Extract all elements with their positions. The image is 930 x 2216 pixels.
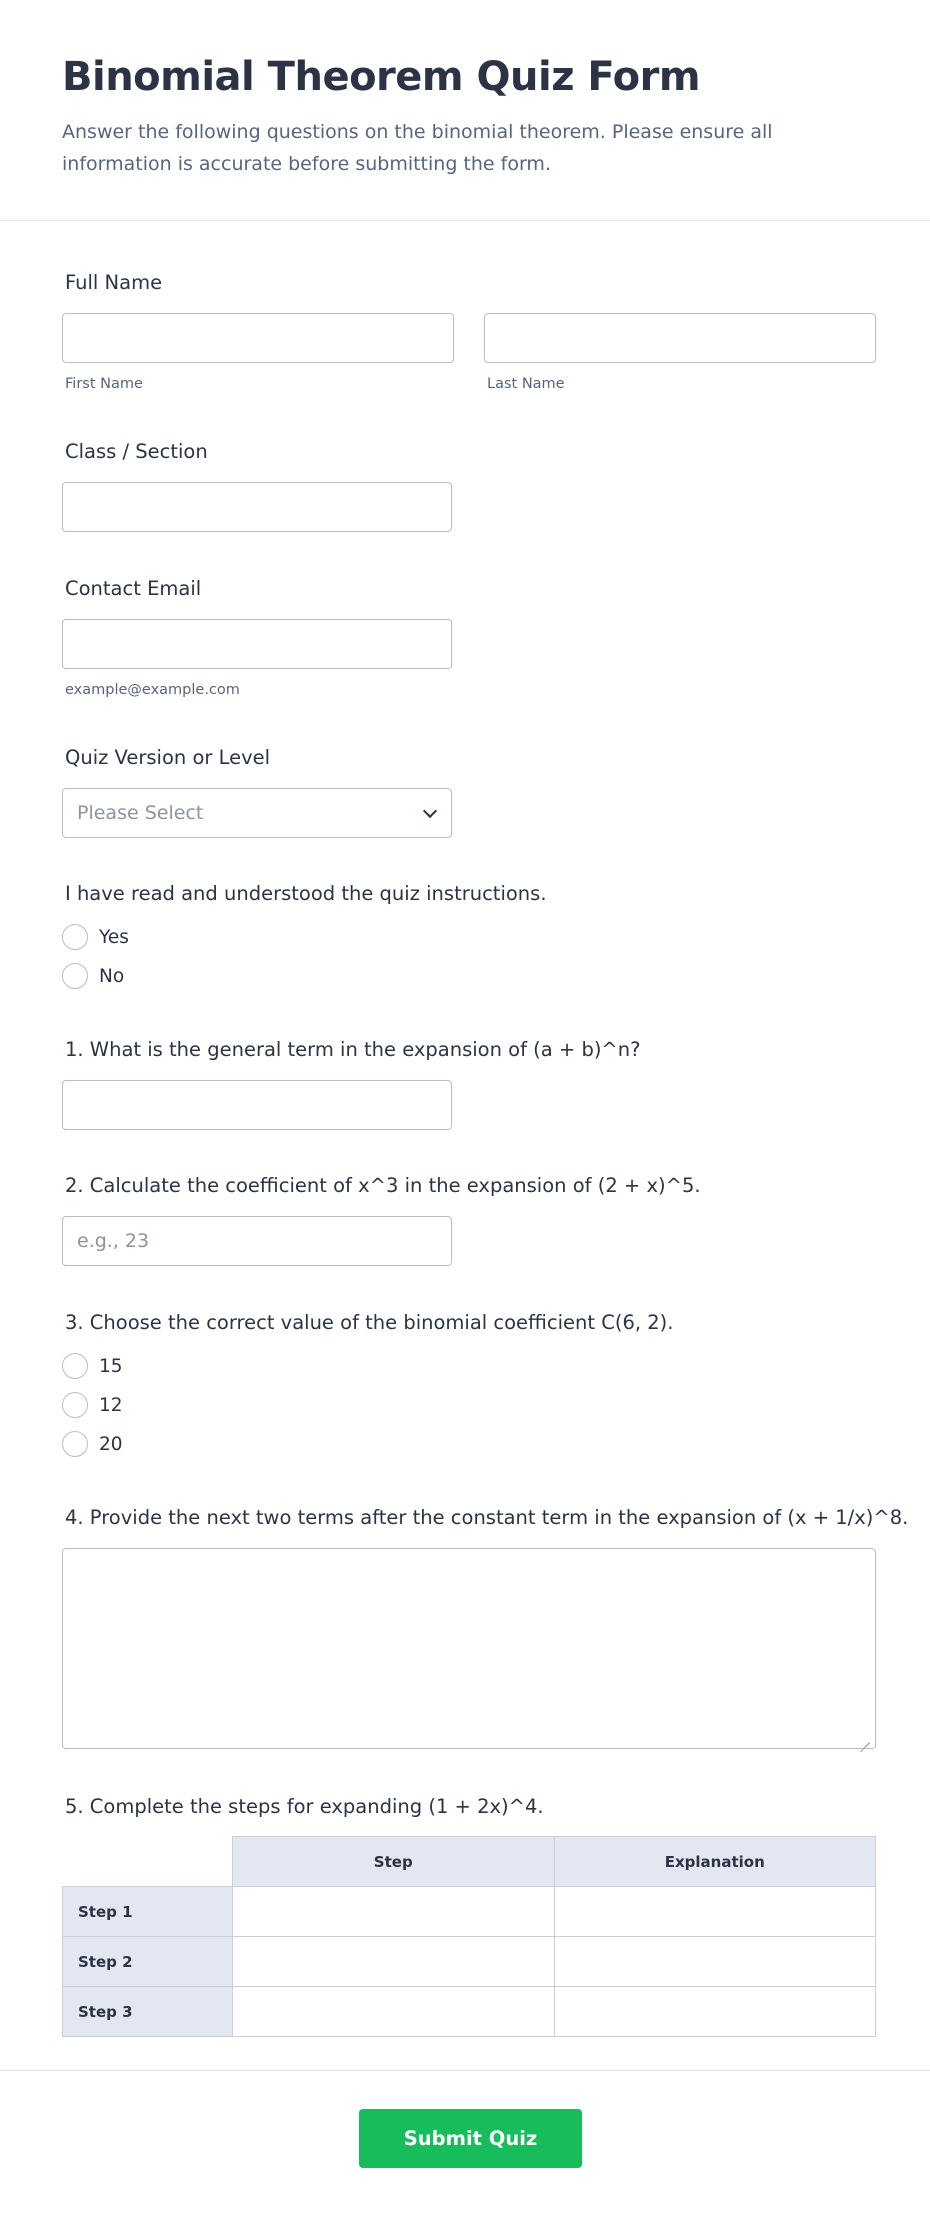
contact-email-sublabel: example@example.com [65, 682, 240, 698]
matrix-cell-input[interactable] [233, 1937, 554, 1986]
quiz-version-select[interactable] [62, 788, 452, 838]
quiz-version-label: Quiz Version or Level [65, 746, 271, 769]
matrix-row-header: Step 3 [63, 1987, 233, 2037]
radio-label: 20 [99, 1433, 123, 1455]
radio-option-no[interactable] [62, 963, 124, 989]
q5-matrix-table [62, 1836, 876, 2037]
radio-circle-icon[interactable] [62, 1431, 88, 1457]
matrix-cell-input[interactable] [233, 1887, 554, 1936]
submit-quiz-button[interactable]: Submit Quiz [359, 2109, 582, 2168]
resize-grip-icon[interactable] [860, 1733, 870, 1743]
matrix-cell-input[interactable] [555, 1887, 876, 1936]
radio-label: No [99, 965, 125, 987]
radio-option-yes[interactable] [62, 924, 129, 950]
last-name-sublabel: Last Name [487, 376, 565, 392]
form-title: Binomial Theorem Quiz Form [62, 54, 700, 100]
table-row [63, 1987, 876, 2037]
matrix-corner [63, 1837, 233, 1887]
contact-email-label: Contact Email [65, 577, 202, 600]
matrix-column-header: Explanation [554, 1837, 876, 1887]
radio-circle-icon[interactable] [62, 963, 88, 989]
q5-label: 5. Complete the steps for expanding (1 + 2x)^4. [65, 1795, 544, 1818]
matrix-row-header: Step 2 [63, 1937, 233, 1987]
radio-label: 12 [99, 1394, 123, 1416]
matrix-cell-input[interactable] [555, 1937, 876, 1986]
class-section-input[interactable] [62, 482, 452, 532]
q2-label: 2. Calculate the coefficient of x^3 in the expansion of (2 + x)^5. [65, 1174, 701, 1197]
radio-option-15[interactable] [62, 1353, 123, 1379]
form-footer [0, 2070, 930, 2216]
first-name-input[interactable] [62, 313, 454, 363]
q2-input[interactable] [62, 1216, 452, 1266]
matrix-header-row [63, 1837, 876, 1887]
form-header [0, 0, 930, 221]
matrix-cell-explanation[interactable] [554, 1887, 876, 1937]
q4-textarea[interactable] [62, 1548, 876, 1749]
matrix-column-header: Step [233, 1837, 555, 1887]
radio-circle-icon[interactable] [62, 924, 88, 950]
radio-option-12[interactable] [62, 1392, 123, 1418]
instructions-ack-label: I have read and understood the quiz instructions. [65, 882, 547, 905]
q1-label: 1. What is the general term in the expansion of (a + b)^n? [65, 1038, 641, 1061]
quiz-version-selected: Please Select [77, 802, 204, 824]
class-section-label: Class / Section [65, 440, 208, 463]
matrix-cell-step[interactable] [233, 1937, 555, 1987]
contact-email-input[interactable] [62, 619, 452, 669]
q4-label: 4. Provide the next two terms after the constant term in the expansion of (x + 1/x)^8. [65, 1506, 909, 1529]
table-row [63, 1887, 876, 1937]
radio-label: Yes [99, 926, 129, 948]
radio-label: 15 [99, 1355, 123, 1377]
form-subtitle: Answer the following questions on the binomial theorem. Please ensure all information is accurate before submitting the form. [62, 121, 773, 175]
radio-option-20[interactable] [62, 1431, 123, 1457]
table-row [63, 1937, 876, 1987]
radio-circle-icon[interactable] [62, 1392, 88, 1418]
last-name-input[interactable] [484, 313, 876, 363]
matrix-cell-explanation[interactable] [554, 1937, 876, 1987]
full-name-label: Full Name [65, 271, 163, 294]
q1-input[interactable] [62, 1080, 452, 1130]
q3-label: 3. Choose the correct value of the binomial coefficient C(6, 2). [65, 1311, 674, 1334]
matrix-cell-step[interactable] [233, 1987, 555, 2037]
matrix-cell-explanation[interactable] [554, 1987, 876, 2037]
matrix-cell-input[interactable] [233, 1987, 554, 2036]
matrix-cell-input[interactable] [555, 1987, 876, 2036]
chevron-down-icon [423, 804, 437, 818]
matrix-cell-step[interactable] [233, 1887, 555, 1937]
matrix-row-header: Step 1 [63, 1887, 233, 1937]
first-name-sublabel: First Name [65, 376, 143, 392]
radio-circle-icon[interactable] [62, 1353, 88, 1379]
